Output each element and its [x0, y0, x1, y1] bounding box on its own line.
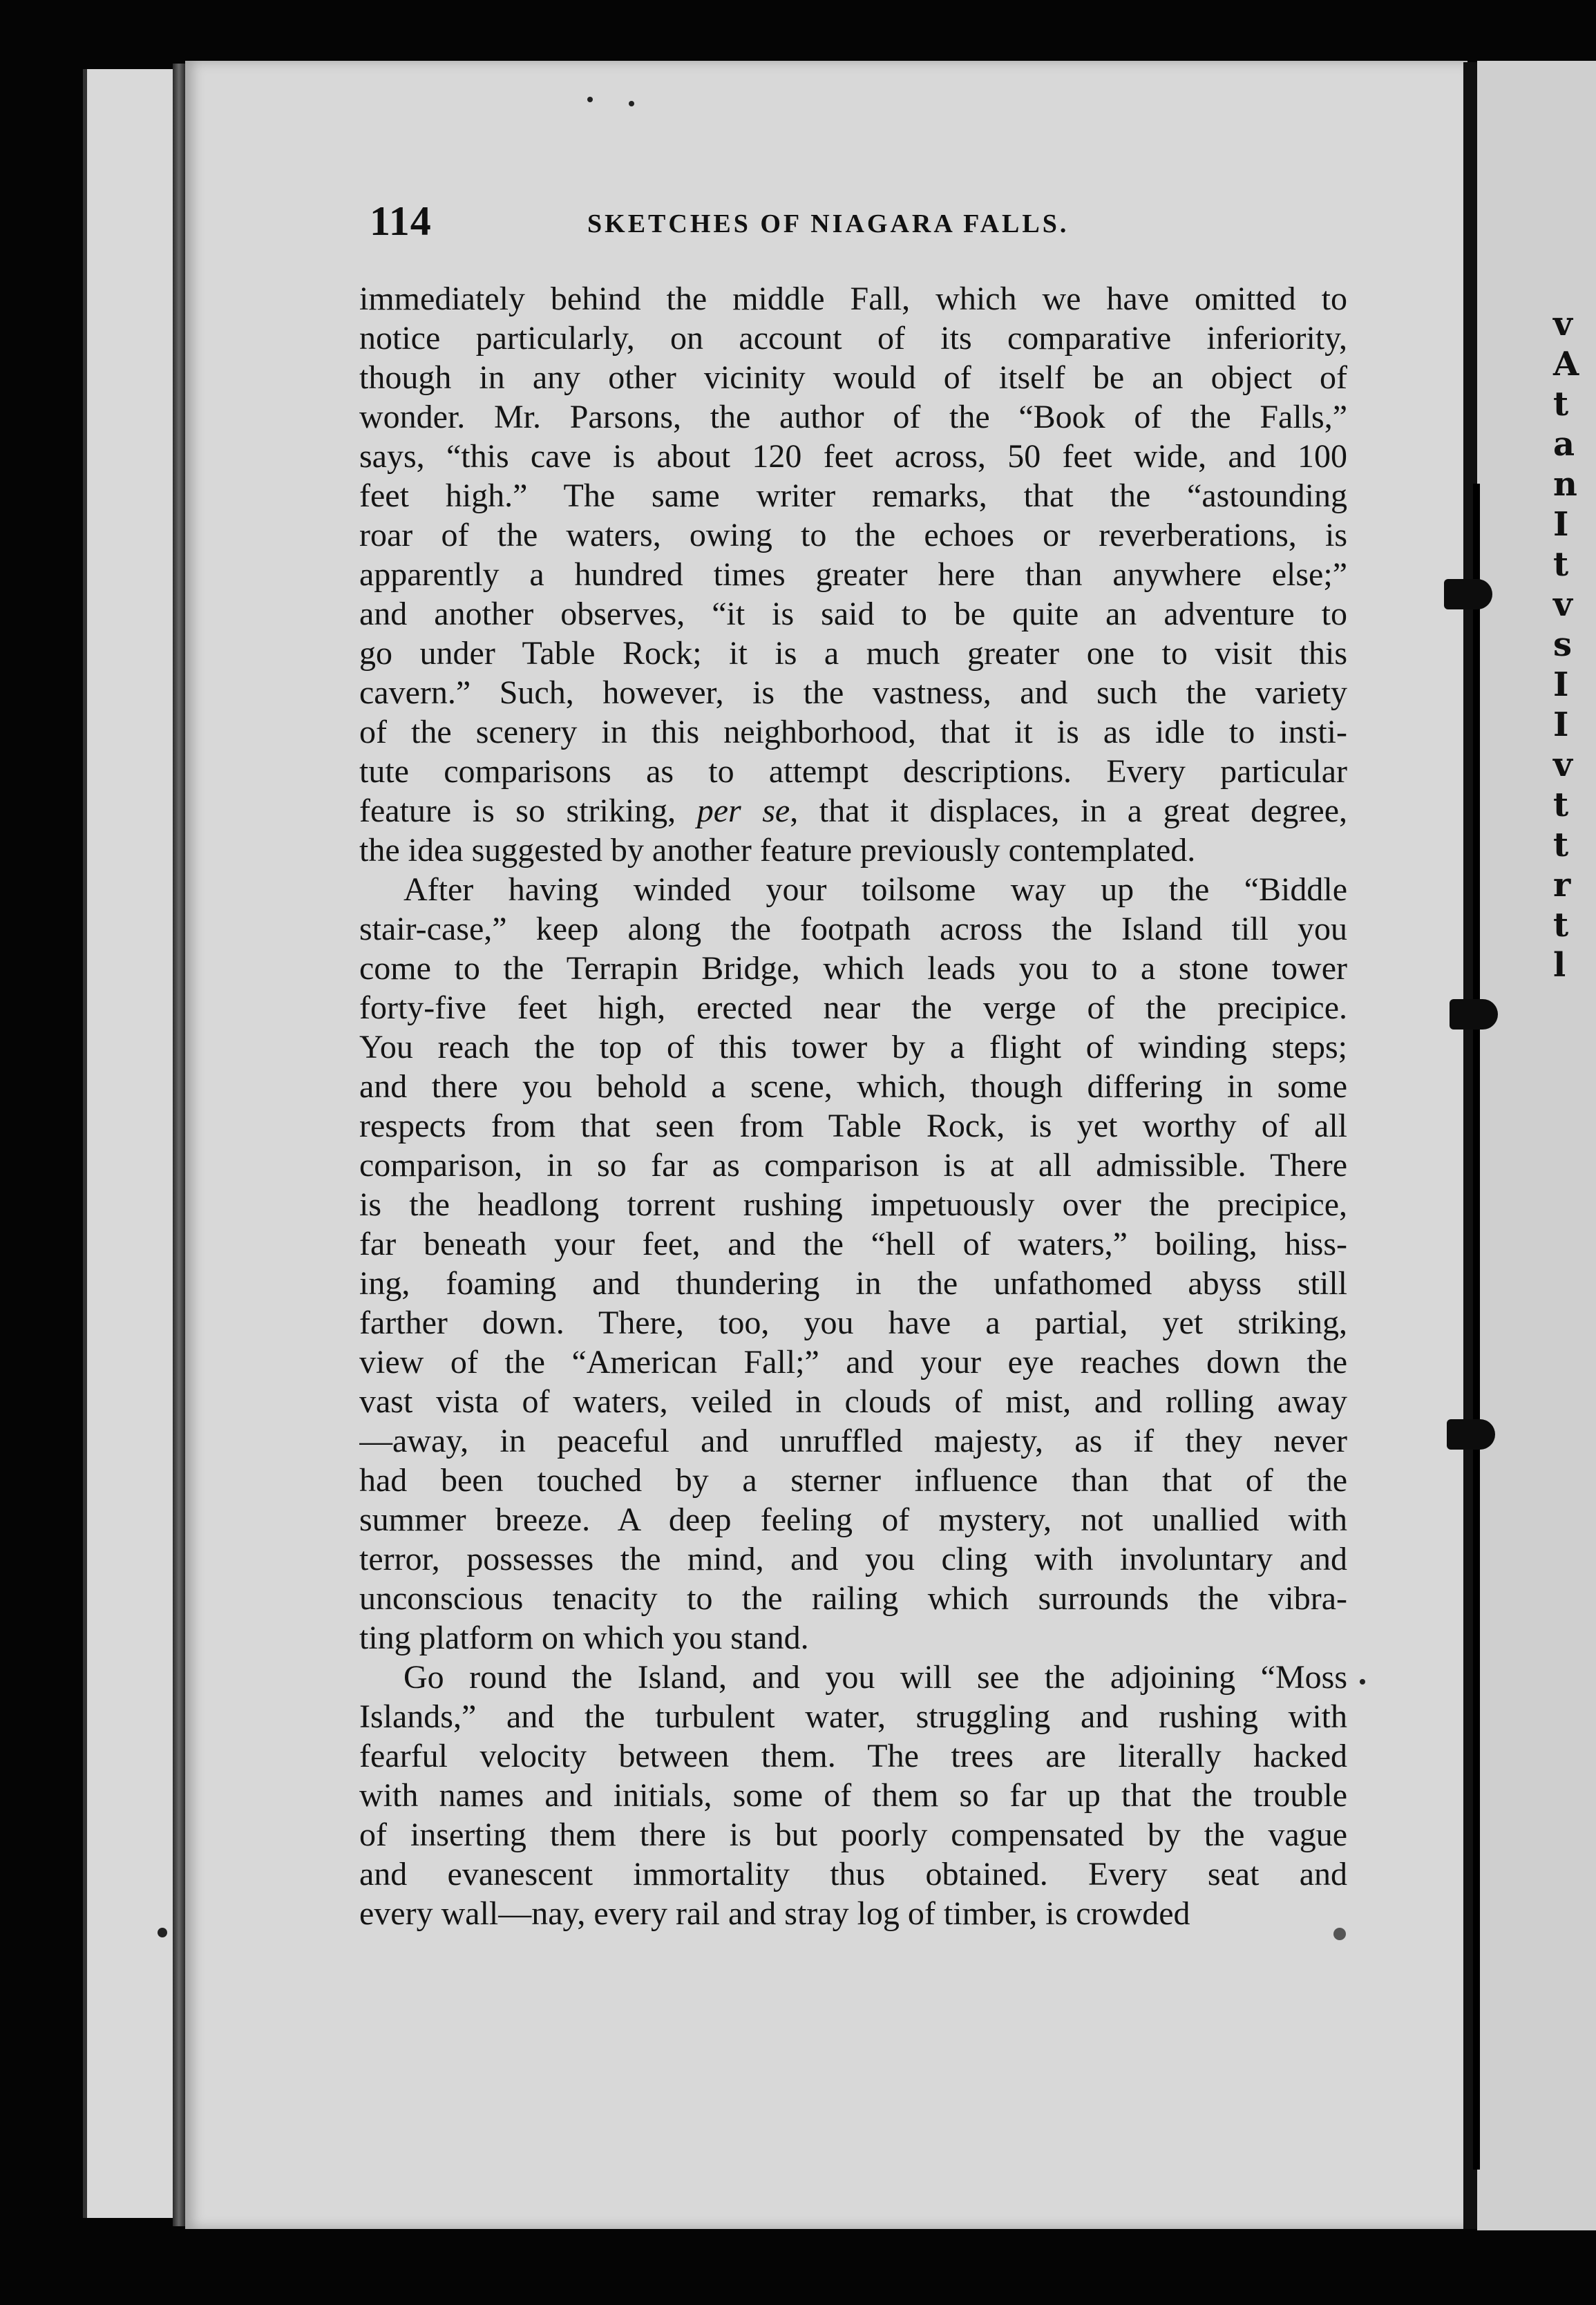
- text-line: with names and initials, some of them so far up that the trouble: [359, 1777, 1347, 1814]
- text-line: come to the Terrapin Bridge, which leads you to a stone tower: [359, 950, 1347, 987]
- facing-page-letter: l: [1553, 946, 1566, 985]
- text-line: view of the “American Fall;” and your eye reaches down the: [359, 1344, 1347, 1381]
- facing-page-letter: n: [1553, 465, 1577, 504]
- facing-page-letter: t: [1553, 545, 1569, 584]
- text-line: immediately behind the middle Fall, which we have omitted to: [359, 281, 1347, 317]
- facing-page-letter: A: [1553, 345, 1579, 383]
- text-line: terror, possesses the mind, and you cling with involuntary and: [359, 1541, 1347, 1577]
- facing-page-letter: v: [1553, 746, 1573, 784]
- facing-page-letters: [1553, 304, 1595, 985]
- text-line: —away, in peaceful and unruffled majesty, as if they never: [359, 1423, 1347, 1459]
- facing-page-letter: t: [1553, 826, 1569, 864]
- text-line: tute comparisons as to attempt descriptions. Every particular: [359, 753, 1347, 790]
- text-line: wonder. Mr. Parsons, the author of the “Book of the Falls,”: [359, 399, 1347, 435]
- facing-page-letter: I: [1553, 705, 1569, 744]
- facing-page-letter: t: [1553, 385, 1569, 424]
- text-line: feet high.” The same writer remarks, that the “astounding: [359, 477, 1347, 514]
- page-edge-binding: [173, 64, 185, 2226]
- text-line: and there you behold a scene, which, though differing in some: [359, 1068, 1347, 1105]
- text-line: stair-case,” keep along the footpath across the Island till you: [359, 911, 1347, 947]
- text-line: says, “this cave is about 120 feet across, 50 feet wide, and 100: [359, 438, 1347, 475]
- text-line: of the scenery in this neighborhood, that it is as idle to insti-: [359, 714, 1347, 750]
- facing-page-letter: I: [1553, 665, 1569, 704]
- text-line: though in any other vicinity would of itself be an object of: [359, 359, 1347, 396]
- text-line: cavern.” Such, however, is the vastness, and such the variety: [359, 674, 1347, 711]
- facing-page-letter: v: [1553, 585, 1573, 624]
- clip-icon: [1444, 579, 1492, 609]
- page-number: 114: [370, 198, 432, 244]
- text-line: farther down. There, too, you have a partial, yet striking,: [359, 1305, 1347, 1341]
- text-line: forty-five feet high, erected near the verge of the precipice.: [359, 989, 1347, 1026]
- facing-page-letter: t: [1553, 906, 1569, 945]
- text-line: of inserting them there is but poorly compensated by the vague: [359, 1817, 1347, 1853]
- scan-speck: [587, 97, 593, 102]
- text-line: the idea suggested by another feature previously contemplated.: [359, 832, 1196, 869]
- text-line: comparison, in so far as comparison is at all admissible. There: [359, 1147, 1347, 1184]
- text-line: Islands,” and the turbulent water, struggling and rushing with: [359, 1698, 1347, 1735]
- text-line: is the headlong torrent rushing impetuously over the precipice,: [359, 1186, 1347, 1223]
- text-line: unconscious tenacity to the railing which surrounds the vibra-: [359, 1580, 1347, 1617]
- text-line: apparently a hundred times greater here than anywhere else;”: [359, 556, 1347, 593]
- text-line: far beneath your feet, and the “hell of waters,” boiling, hiss-: [359, 1226, 1347, 1262]
- text-line: After having winded your toilsome way up the “Biddle: [403, 871, 1347, 908]
- text-line: ting platform on which you stand.: [359, 1620, 809, 1656]
- clip-icon: [1447, 1419, 1495, 1450]
- text-line: and evanescent immortality thus obtained. Every seat and: [359, 1856, 1347, 1893]
- running-head: SKETCHES OF NIAGARA FALLS.: [587, 209, 1070, 238]
- text-line: ing, foaming and thundering in the unfathomed abyss still: [359, 1265, 1347, 1302]
- body-text: [359, 279, 1347, 1933]
- text-line: feature is so striking, per se, that it displaces, in a great degree,: [359, 793, 1347, 829]
- text-line: had been touched by a sterner influence than that of the: [359, 1462, 1347, 1499]
- scan-speck: [158, 1928, 167, 1937]
- facing-page-letter: I: [1553, 505, 1569, 544]
- clip-icon: [1450, 999, 1498, 1030]
- scan-speck: [1360, 1679, 1365, 1685]
- binding-string: [1473, 484, 1480, 2170]
- text-line: You reach the top of this tower by a flight of winding steps;: [359, 1029, 1347, 1065]
- text-line: respects from that seen from Table Rock, is yet worthy of all: [359, 1108, 1347, 1144]
- text-line: Go round the Island, and you will see the adjoining “Moss: [403, 1659, 1347, 1696]
- facing-page-letter: r: [1553, 866, 1571, 904]
- text-line: vast vista of waters, veiled in clouds of mist, and rolling away: [359, 1383, 1347, 1420]
- text-line: and another observes, “it is said to be quite an adventure to: [359, 596, 1347, 632]
- text-line: every wall—nay, every rail and stray log of timber, is crowded: [359, 1895, 1190, 1932]
- facing-page-letter: a: [1553, 425, 1575, 464]
- text-line: fearful velocity between them. The trees are literally hacked: [359, 1738, 1347, 1774]
- text-line: notice particularly, on account of its comparative inferiority,: [359, 320, 1347, 357]
- facing-page-letter: s: [1553, 625, 1573, 664]
- text-line: go under Table Rock; it is a much greater one to visit this: [359, 635, 1347, 672]
- text-line: summer breeze. A deep feeling of mystery, not unallied with: [359, 1501, 1347, 1538]
- facing-page-letter: t: [1553, 786, 1569, 824]
- facing-page-letter: v: [1553, 305, 1573, 343]
- scan-speck: [629, 101, 634, 106]
- page-header: [370, 198, 1365, 246]
- text-line: roar of the waters, owing to the echoes or reverberations, is: [359, 517, 1347, 553]
